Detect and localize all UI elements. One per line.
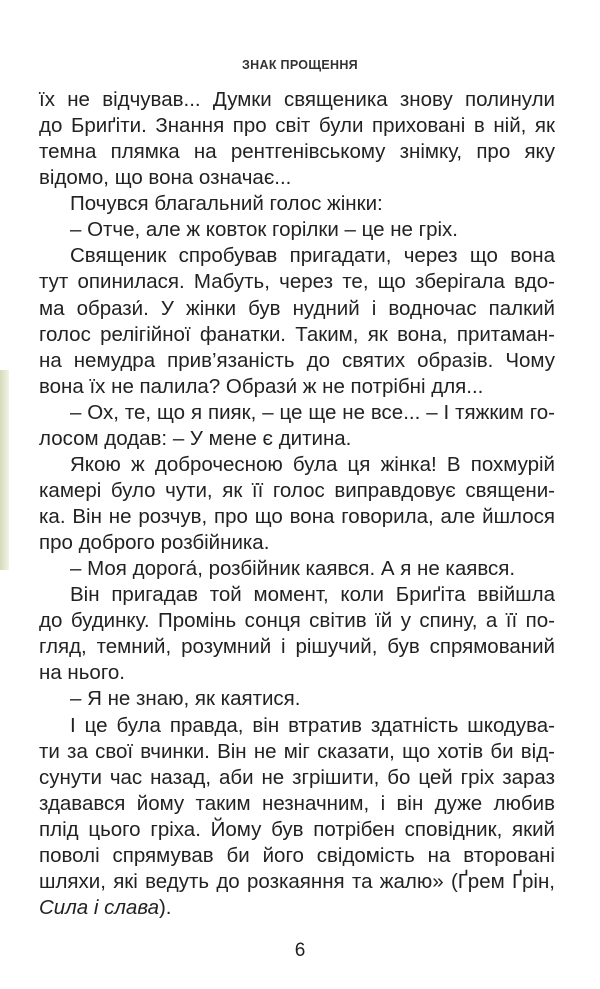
text-line-content: – Моя дорога́, розбійник каявся. А я не каявся. <box>70 557 516 581</box>
page-edge-shadow <box>0 370 9 570</box>
text-line <box>39 217 555 243</box>
text-line-content: шляхи, які ведуть до розкаяння та жалю» (Ґрем Ґрін, <box>39 869 555 893</box>
text-line-content: Почувся благальний голос жінки: <box>70 192 383 216</box>
text-line <box>39 165 555 191</box>
text-line-content: до будинку. Промінь сонця світив їй у спину, а її по- <box>39 609 555 633</box>
text-line-content: поволі спрямував би його свідомість на второвані <box>39 843 555 867</box>
text-line <box>39 791 555 817</box>
text-line <box>39 191 555 217</box>
text-line-content: – Ох, те, що я пияк, – це ще не все... – І тяжким го- <box>70 400 555 424</box>
text-line-content: плід цього гріха. Йому був потрібен сповідник, який <box>39 817 555 841</box>
page-number: 6 <box>294 940 306 961</box>
text-line-content: тут опинилася. Мабуть, через те, що зберігала вдо- <box>39 270 555 294</box>
text-line <box>39 895 555 921</box>
text-line-content: темна плямка на рентгенівському знімку, про яку <box>39 140 555 164</box>
text-line-content: про доброго розбійника. <box>39 531 270 555</box>
closing-punctuation: ). <box>158 895 172 919</box>
text-line <box>39 113 555 139</box>
text-line <box>39 296 555 322</box>
text-line <box>39 478 555 504</box>
text-line-content: ка. Він не розчув, про що вона говорила, але йшлося <box>39 505 555 528</box>
text-line <box>39 504 555 530</box>
text-line-content: Священик спробував пригадати, через що вона <box>70 244 555 268</box>
body-text <box>39 87 555 921</box>
text-line-content: відомо, що вона означає... <box>39 166 292 190</box>
text-line-content: лосом додав: – У мене є дитина. <box>39 426 352 450</box>
text-line-content: вона їх не палила? Образи́ ж не потрібні для... <box>39 374 484 398</box>
text-line-content: сунути час назад, аби не згрішити, бо цей гріх зараз <box>39 765 555 789</box>
text-line <box>39 426 555 452</box>
text-line <box>39 843 555 869</box>
text-line <box>39 322 555 348</box>
text-line-content: голос релігійної фанатки. Таким, як вона, притаман- <box>39 322 555 346</box>
book-title: Сила і слава <box>39 895 159 919</box>
text-line-content: на немудра прив’язаність до святих образів. Чому <box>39 348 555 372</box>
text-line <box>39 139 555 165</box>
text-line <box>39 87 555 113</box>
text-line <box>39 374 555 400</box>
text-line-content: камері було чути, як її голос виправдовує священи- <box>39 478 555 502</box>
text-line-content: їх не відчував... Думки священика знову полинули <box>39 88 555 111</box>
text-line-content: гляд, темний, розумний і рішучий, був спрямований <box>39 635 555 659</box>
text-line-content: – Я не знаю, як каятися. <box>70 687 301 711</box>
text-line <box>39 739 555 765</box>
text-line <box>39 660 555 686</box>
text-line-content: ма образи́. У жінки був нудний і водночас палкий <box>39 296 555 320</box>
text-line <box>39 817 555 843</box>
text-line <box>39 452 555 478</box>
text-line-content: Він пригадав той момент, коли Бриґіта ввійшла <box>70 583 555 607</box>
text-line-content: на нього. <box>39 661 125 685</box>
text-line <box>39 269 555 295</box>
text-line-content: – Отче, але ж ковток горілки – це не гріх. <box>70 218 458 242</box>
text-line <box>39 243 555 269</box>
text-line <box>39 713 555 739</box>
text-line-content: до Бриґіти. Знання про світ були приховані в ній, як <box>39 114 555 138</box>
text-line <box>39 634 555 660</box>
text-line <box>39 348 555 374</box>
text-line-content: Якою ж доброчесною була ця жінка! В похмурій <box>70 452 555 476</box>
text-line-content: ти за свої вчинки. Він не міг сказати, що хотів би від- <box>39 739 555 763</box>
text-line <box>39 765 555 791</box>
text-line-content: І це була правда, він втратив здатність шкодува- <box>70 713 555 737</box>
text-line <box>39 400 555 426</box>
text-line-content: здавався йому таким незначним, і він дуже любив <box>39 791 555 815</box>
text-line <box>39 608 555 634</box>
text-line <box>39 582 555 608</box>
running-header: ЗНАК ПРОЩЕННЯ <box>242 58 358 72</box>
text-line <box>39 869 555 895</box>
text-line <box>39 556 555 582</box>
text-line <box>39 530 555 556</box>
text-line <box>39 686 555 712</box>
